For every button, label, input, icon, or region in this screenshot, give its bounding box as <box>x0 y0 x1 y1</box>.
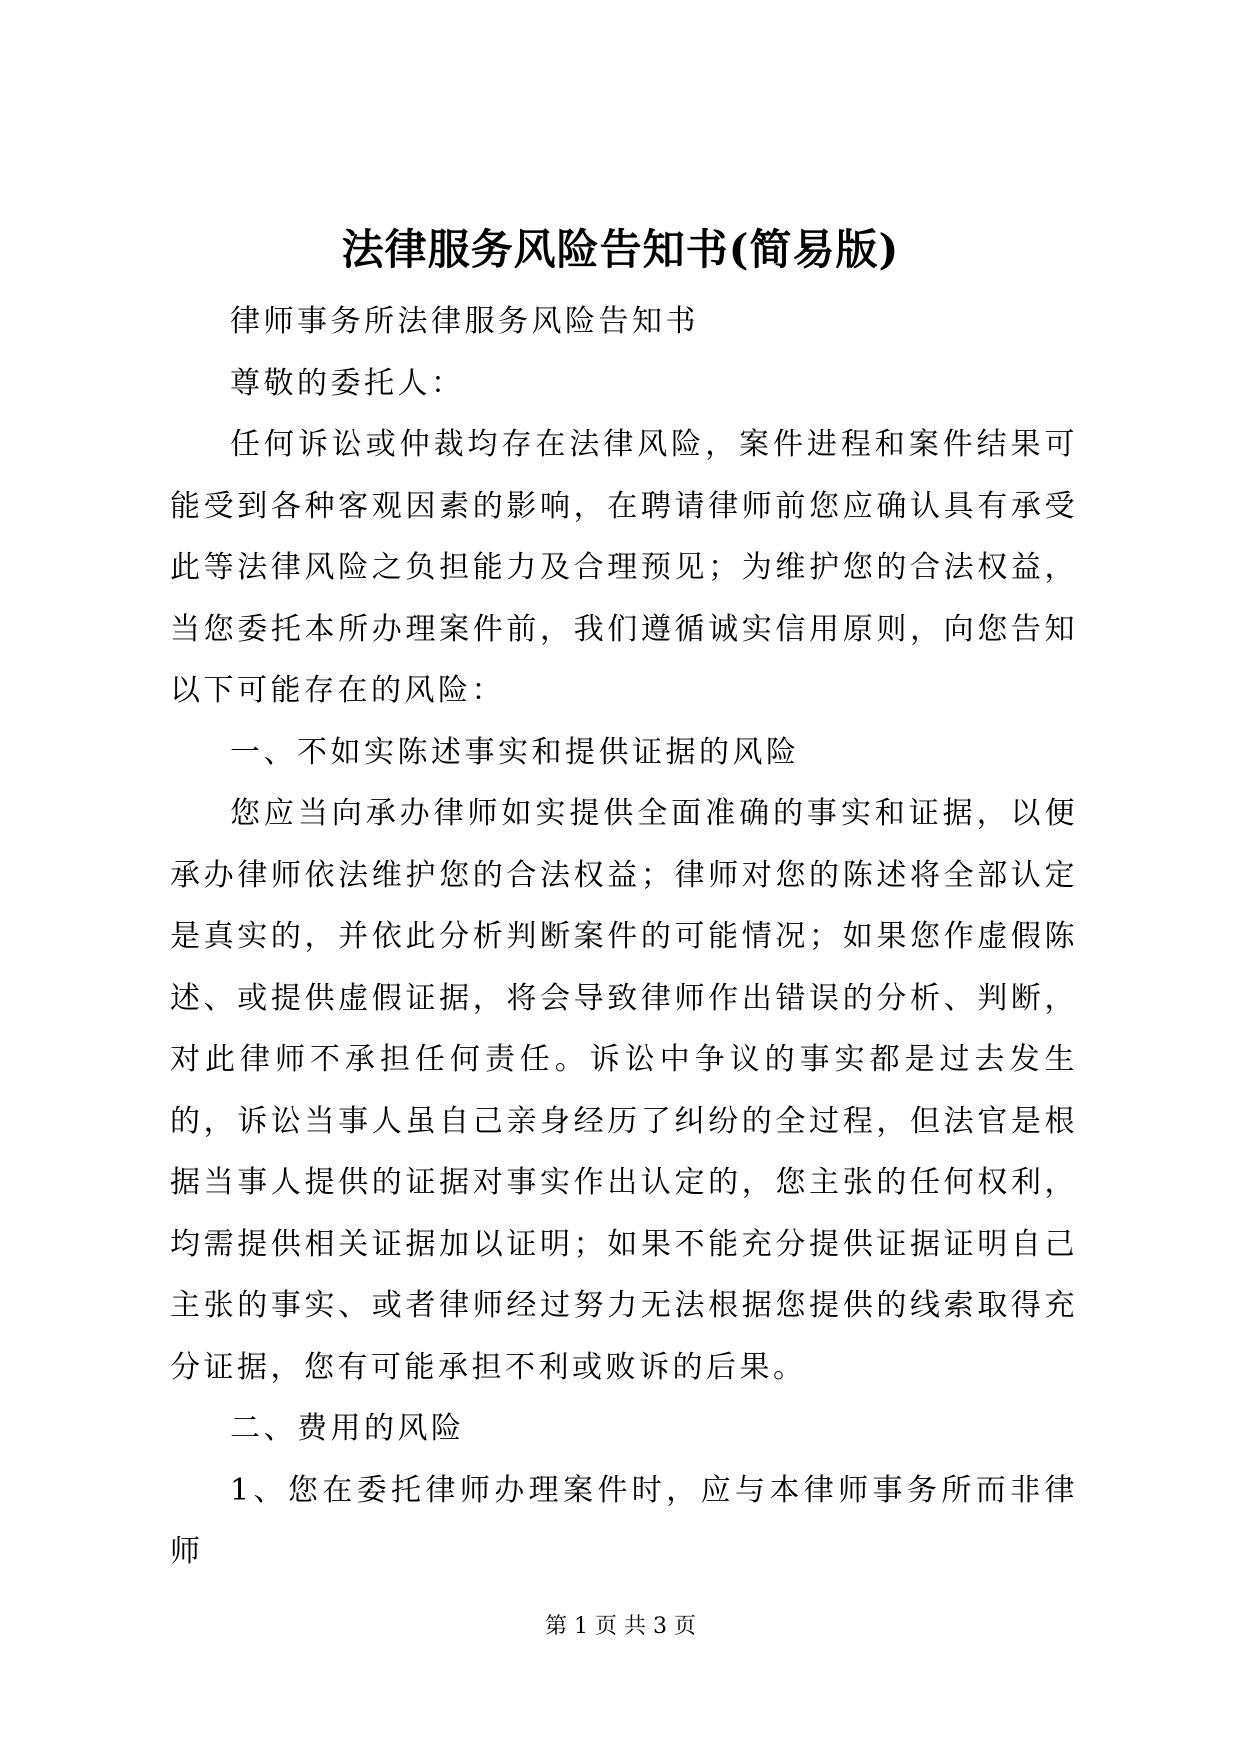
page-footer: 第 1 页 共 3 页 <box>545 1614 696 1639</box>
paragraph-section-1: 您应当向承办律师如实提供全面准确的事实和证据，以便承办律师依法维护您的合法权益；律师对您的陈述将全部认定是真实的，并依此分析判断案件的可能情况；如果您作虚假陈述、或提供虚假证据，将会导致律师作出错误的分析、判断，对此律师不承担任何责任。诉讼中争议的事实都是过去发生的，诉讼当事人虽自己亲身经历了纠纷的全过程，但法官是根据当事人提供的证据对事实作出认定的，您主张的任何权利，均需提供相关证据加以证明；如果不能充分提供证据证明自己主张的事实、或者律师经过努力无法根据您提供的线索取得充分证据，您有可能承担不利或败诉的后果。 <box>170 796 1078 1385</box>
paragraph-section-2-item-1: 1、您在委托律师办理案件时，应与本律师事务所而非律师 <box>170 1472 1078 1569</box>
paragraph-salutation: 尊敬的委托人： <box>230 365 465 401</box>
paragraph-firm-heading: 律师事务所法律服务风险告知书 <box>230 304 699 339</box>
section-heading-1: 一、不如实陈述事实和提供证据的风险 <box>230 734 800 770</box>
page-title: 法律服务风险告知书(简易版) <box>341 225 900 274</box>
paragraph-intro: 任何诉讼或仲裁均存在法律风险，案件进程和案件结果可能受到各种客观因素的影响，在聘请律师前您应确认具有承受此等法律风险之负担能力及合理预见；为维护您的合法权益，当您委托本所办理案件前，我们遵循诚实信用原则，向您告知以下可能存在的风险： <box>170 427 1078 708</box>
document-body <box>170 291 1078 1583</box>
section-heading-2: 二、费用的风险 <box>230 1411 465 1446</box>
